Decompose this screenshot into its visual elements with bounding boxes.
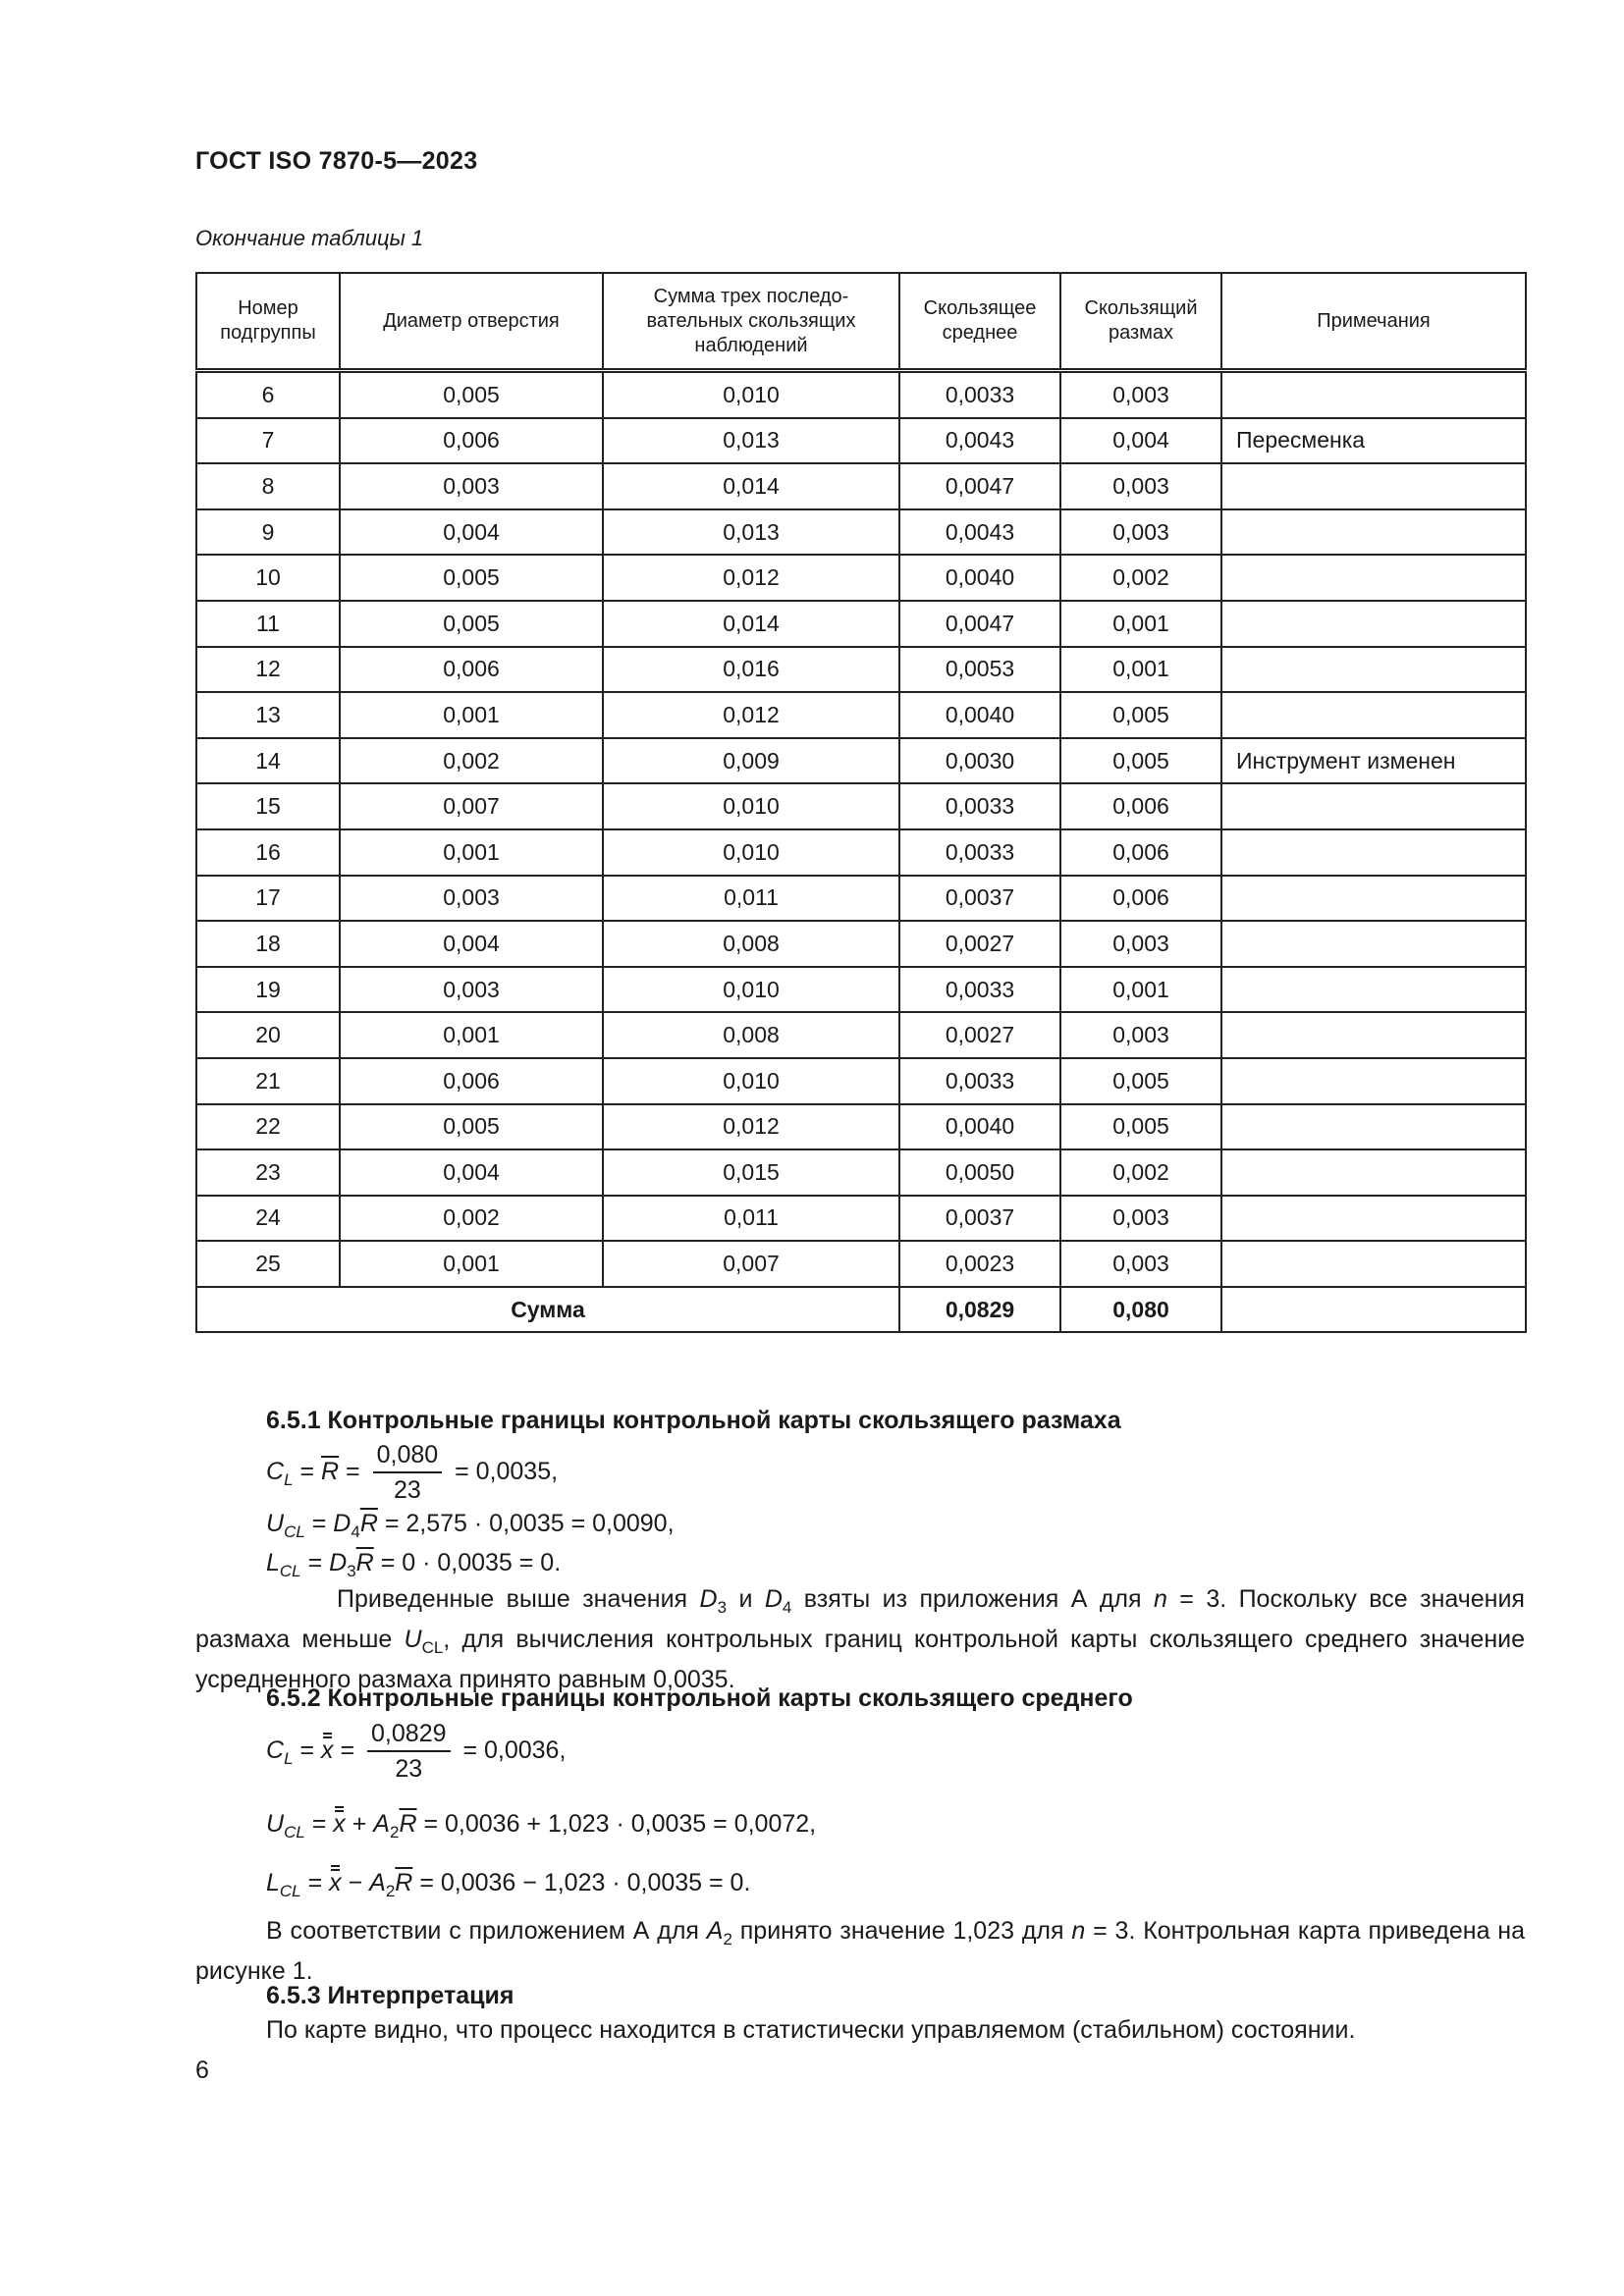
column-header-moving-range: Скользящий размах [1060,273,1221,371]
cell-moving-average: 0,0033 [899,1058,1060,1104]
cell-note [1221,1149,1526,1196]
table-row [196,647,1526,693]
cell-moving-range: 0,006 [1060,783,1221,829]
table-sum-row [196,1287,1526,1333]
table-row [196,555,1526,601]
table-row [196,371,1526,418]
cell-note: Инструмент изменен [1221,738,1526,784]
cell-subgroup: 14 [196,738,340,784]
cell-subgroup: 11 [196,601,340,647]
cell-diameter: 0,005 [340,555,603,601]
formula-lcl-range: $L_{CL} = D_3\overline{R} = 0 \cdot 0,0035 = 0$. [266,1549,562,1580]
cell-note [1221,371,1526,418]
cell-subgroup: 8 [196,463,340,509]
cell-diameter: 0,005 [340,601,603,647]
sum-note [1221,1287,1526,1333]
cell-note [1221,1012,1526,1058]
table-caption: Окончание таблицы 1 [195,226,424,250]
cell-diameter: 0,002 [340,1196,603,1242]
cell-diameter: 0,006 [340,1058,603,1104]
cell-moving-range: 0,004 [1060,418,1221,464]
cell-moving-range: 0,003 [1060,1196,1221,1242]
table-row [196,692,1526,738]
cell-note [1221,692,1526,738]
formula-ucl-average: $U_{CL} = x + A_2\overline{R} = 0,0036 + 1,023 \cdot 0,0035 = 0,0072$, [266,1810,817,1842]
cell-sum-three: 0,012 [603,555,899,601]
cell-moving-average: 0,0030 [899,738,1060,784]
section-653-heading: 6.5.3 Интерпретация [266,1982,514,2009]
cell-subgroup: 17 [196,876,340,922]
cell-sum-three: 0,013 [603,509,899,556]
sum-moving-range: 0,080 [1060,1287,1221,1333]
cell-diameter: 0,006 [340,647,603,693]
cell-subgroup: 7 [196,418,340,464]
cell-diameter: 0,002 [340,738,603,784]
document-header: ГОСТ ISO 7870-5—2023 [195,147,478,175]
fraction: $\frac{0,0829}{23}$ [367,1720,450,1784]
cell-moving-average: 0,0037 [899,876,1060,922]
formula-cl-range: $C_L = \overline{R}$ = $\frac{0,080}{23}$ = 0,0035, [266,1441,559,1504]
data-table [195,272,1527,1333]
cell-moving-average: 0,0023 [899,1241,1060,1287]
cell-moving-average: 0,0027 [899,1012,1060,1058]
cell-sum-three: 0,009 [603,738,899,784]
cell-moving-range: 0,005 [1060,1058,1221,1104]
cell-sum-three: 0,008 [603,921,899,967]
cell-moving-average: 0,0033 [899,783,1060,829]
cell-moving-average: 0,0027 [899,921,1060,967]
column-header-diameter: Диаметр отверстия [340,273,603,371]
table-row [196,1012,1526,1058]
cell-subgroup: 21 [196,1058,340,1104]
cell-diameter: 0,005 [340,1104,603,1150]
section-651-heading: 6.5.1 Контрольные границы контрольной карты скользящего размаха [266,1407,1121,1434]
cell-sum-three: 0,008 [603,1012,899,1058]
cell-note [1221,829,1526,876]
cell-sum-three: 0,014 [603,601,899,647]
cell-note [1221,647,1526,693]
cell-note [1221,921,1526,967]
table-row [196,601,1526,647]
cell-moving-range: 0,003 [1060,1012,1221,1058]
column-header-notes: Примечания [1221,273,1526,371]
cell-sum-three: 0,010 [603,967,899,1013]
cell-diameter: 0,003 [340,876,603,922]
cell-sum-three: 0,010 [603,1058,899,1104]
cell-moving-range: 0,005 [1060,692,1221,738]
cell-moving-average: 0,0033 [899,371,1060,418]
table-header-row [196,273,1526,371]
cell-moving-range: 0,002 [1060,555,1221,601]
cell-sum-three: 0,016 [603,647,899,693]
cell-note: Пересменка [1221,418,1526,464]
cell-subgroup: 6 [196,371,340,418]
cell-moving-average: 0,0040 [899,555,1060,601]
cell-note [1221,1058,1526,1104]
cell-sum-three: 0,011 [603,1196,899,1242]
cell-diameter: 0,001 [340,1012,603,1058]
cell-moving-average: 0,0047 [899,601,1060,647]
cell-diameter: 0,003 [340,463,603,509]
cell-moving-average: 0,0033 [899,967,1060,1013]
cell-sum-three: 0,007 [603,1241,899,1287]
cell-moving-average: 0,0053 [899,647,1060,693]
section-651-paragraph: Приведенные выше значения $D_3$ и $D_4$ взяты из приложения А для n = 3. Поскольку все значения размаха меньше $U_{CL}$, для вычисления контрольных границ контрольной карты скользящего среднего значение усредненного размаха принято равным 0,0035. [195,1585,1525,1693]
cell-moving-average: 0,0047 [899,463,1060,509]
cell-moving-average: 0,0040 [899,692,1060,738]
cell-sum-three: 0,015 [603,1149,899,1196]
cell-sum-three: 0,014 [603,463,899,509]
section-652-paragraph: В соответствии с приложением А для $A_2$ принято значение 1,023 для n = 3. Контрольная карта приведена на рисунке 1. [195,1917,1526,1985]
cell-note [1221,1241,1526,1287]
cell-note [1221,509,1526,556]
cell-note [1221,1196,1526,1242]
cell-sum-three: 0,010 [603,783,899,829]
cell-subgroup: 18 [196,921,340,967]
table-row [196,509,1526,556]
sum-moving-average: 0,0829 [899,1287,1060,1333]
cell-diameter: 0,004 [340,509,603,556]
cell-subgroup: 16 [196,829,340,876]
fraction: $\frac{0,080}{23}$ [373,1441,443,1505]
cell-sum-three: 0,012 [603,692,899,738]
cell-moving-range: 0,001 [1060,601,1221,647]
cell-subgroup: 13 [196,692,340,738]
cell-subgroup: 15 [196,783,340,829]
table-row [196,1104,1526,1150]
cell-moving-average: 0,0050 [899,1149,1060,1196]
cell-subgroup: 10 [196,555,340,601]
cell-moving-range: 0,003 [1060,921,1221,967]
cell-sum-three: 0,010 [603,371,899,418]
table-row [196,1058,1526,1104]
cell-diameter: 0,001 [340,1241,603,1287]
cell-sum-three: 0,013 [603,418,899,464]
cell-moving-average: 0,0043 [899,418,1060,464]
cell-subgroup: 24 [196,1196,340,1242]
cell-moving-range: 0,003 [1060,371,1221,418]
cell-moving-range: 0,005 [1060,1104,1221,1150]
cell-note [1221,967,1526,1013]
table-row [196,783,1526,829]
cell-moving-average: 0,0033 [899,829,1060,876]
cell-moving-average: 0,0040 [899,1104,1060,1150]
formula-ucl-range: $U_{CL} = D_4\overline{R} = 2,575 \cdot 0,0035 = 0,0090$, [266,1510,675,1541]
formula-cl-average: $C_L = x$ = $\frac{0,0829}{23}$ = 0,0036, [266,1720,567,1783]
cell-moving-range: 0,003 [1060,509,1221,556]
table-row [196,1241,1526,1287]
column-header-subgroup: Номер подгруппы [196,273,340,371]
cell-note [1221,555,1526,601]
sum-label: Сумма [196,1287,899,1333]
table-row [196,418,1526,464]
cell-subgroup: 22 [196,1104,340,1150]
table-row [196,738,1526,784]
table-row [196,1196,1526,1242]
section-653-text: По карте видно, что процесс находится в статистически управляемом (стабильном) состоянии. [266,2016,1356,2044]
cell-note [1221,876,1526,922]
cell-subgroup: 20 [196,1012,340,1058]
cell-diameter: 0,001 [340,692,603,738]
cell-subgroup: 9 [196,509,340,556]
cell-moving-range: 0,002 [1060,1149,1221,1196]
page-number: 6 [195,2056,209,2084]
cell-moving-range: 0,005 [1060,738,1221,784]
cell-note [1221,463,1526,509]
cell-diameter: 0,001 [340,829,603,876]
cell-subgroup: 19 [196,967,340,1013]
cell-diameter: 0,003 [340,967,603,1013]
cell-note [1221,601,1526,647]
table-row [196,876,1526,922]
cell-diameter: 0,004 [340,1149,603,1196]
cell-diameter: 0,005 [340,371,603,418]
cell-sum-three: 0,010 [603,829,899,876]
table-row [196,921,1526,967]
table-row [196,1149,1526,1196]
cell-sum-three: 0,011 [603,876,899,922]
cell-subgroup: 25 [196,1241,340,1287]
table-row [196,829,1526,876]
cell-moving-range: 0,001 [1060,967,1221,1013]
formula-lcl-average: $L_{CL} = x - A_2\overline{R} = 0,0036 - 1,023 \cdot 0,0035 = 0$. [266,1869,751,1900]
cell-moving-range: 0,003 [1060,1241,1221,1287]
cell-moving-average: 0,0043 [899,509,1060,556]
cell-subgroup: 12 [196,647,340,693]
table-row [196,463,1526,509]
column-header-sum-three: Сумма трех последо-вательных скользящих наблюдений [603,273,899,371]
section-652-heading: 6.5.2 Контрольные границы контрольной карты скользящего среднего [266,1684,1133,1712]
cell-subgroup: 23 [196,1149,340,1196]
cell-moving-average: 0,0037 [899,1196,1060,1242]
cell-note [1221,1104,1526,1150]
cell-note [1221,783,1526,829]
cell-diameter: 0,004 [340,921,603,967]
cell-moving-range: 0,001 [1060,647,1221,693]
cell-moving-range: 0,006 [1060,829,1221,876]
cell-sum-three: 0,012 [603,1104,899,1150]
cell-diameter: 0,006 [340,418,603,464]
cell-moving-range: 0,006 [1060,876,1221,922]
table-row [196,967,1526,1013]
column-header-moving-average: Скользящее среднее [899,273,1060,371]
cell-moving-range: 0,003 [1060,463,1221,509]
cell-diameter: 0,007 [340,783,603,829]
